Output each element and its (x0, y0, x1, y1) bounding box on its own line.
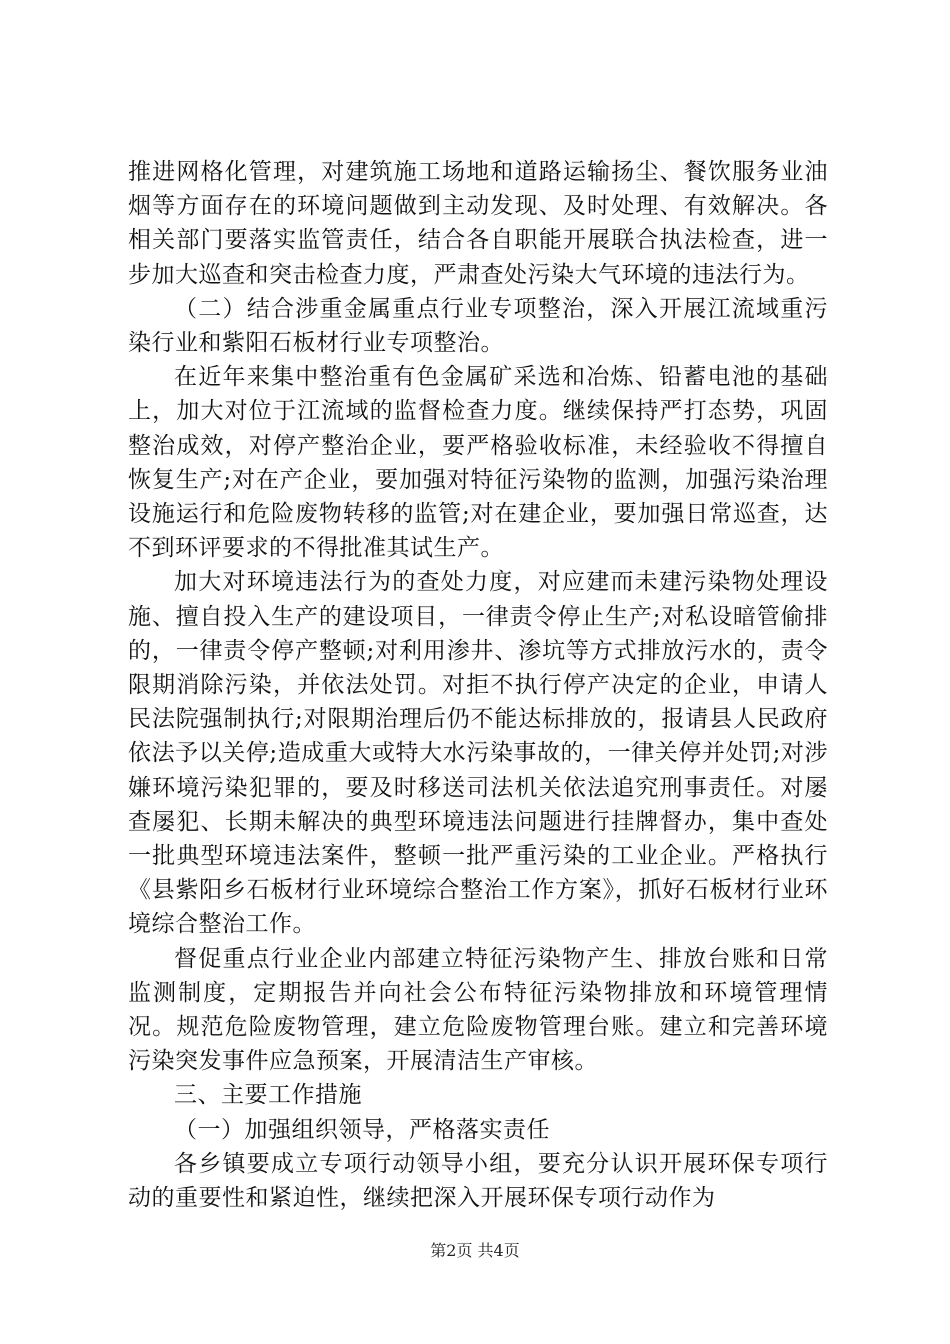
paragraph: 督促重点行业企业内部建立特征污染物产生、排放台账和日常监测制度，定期报告并向社会公布特征污染物排放和环境管理情况。规范危险废物管理，建立危险废物管理台账。建立和完善环境污染突发事件应急预案，开展清洁生产审核。 (128, 945, 828, 1075)
document-body (128, 155, 828, 1215)
paragraph: 在近年来集中整治重有色金属矿采选和冶炼、铅蓄电池的基础上，加大对位于江流域的监督检查力度。继续保持严打态势，巩固整治成效，对停产整治企业，要严格验收标准，未经验收不得擅自恢复生产;对在产企业，要加强对特征污染物的监测，加强污染治理设施运行和危险废物转移的监管;对在建企业，要加强日常巡查，达不到环评要求的不得批准其试生产。 (128, 364, 828, 562)
paragraph-continuation: 推进网格化管理，对建筑施工场地和道路运输扬尘、餐饮服务业油烟等方面存在的环境问题做到主动发现、及时处理、有效解决。各相关部门要落实监管责任，结合各自职能开展联合执法检查，进一步加大巡查和突击检查力度，严肃查处污染大气环境的违法行为。 (128, 159, 828, 288)
section-heading-3: 三、主要工作措施 (174, 1082, 362, 1109)
page-number: 第2页 共4页 (430, 1241, 520, 1260)
section-heading-2: （二）结合涉重金属重点行业专项整治，深入开展江流域重污染行业和紫阳石板材行业专项整治。 (128, 295, 828, 357)
paragraph: 加大对环境违法行为的查处力度，对应建而未建污染物处理设施、擅自投入生产的建设项目，一律责令停止生产;对私设暗管偷排的，一律责令停产整顿;对利用渗井、渗坑等方式排放污水的，责令限期消除污染，并依法处罚。对拒不执行停产决定的企业，申请人民法院强制执行;对限期治理后仍不能达标排放的，报请县人民政府依法予以关停;造成重大或特大水污染事故的，一律关停并处罚;对涉嫌环境污染犯罪的，要及时移送司法机关依法追究刑事责任。对屡查屡犯、长期未解决的典型环境违法问题进行挂牌督办，集中查处一批典型环境违法案件，整顿一批严重污染的工业企业。严格执行《县紫阳乡石板材行业环境综合整治工作方案》，抓好石板材行业环境综合整治工作。 (128, 569, 828, 938)
subsection-heading-1: （一）加强组织领导，严格落实责任 (174, 1116, 550, 1143)
paragraph: 各乡镇要成立专项行动领导小组，要充分认识开展环保专项行动的重要性和紧迫性，继续把深入开展环保专项行动作为 (128, 1150, 828, 1212)
page-footer (0, 1241, 950, 1261)
